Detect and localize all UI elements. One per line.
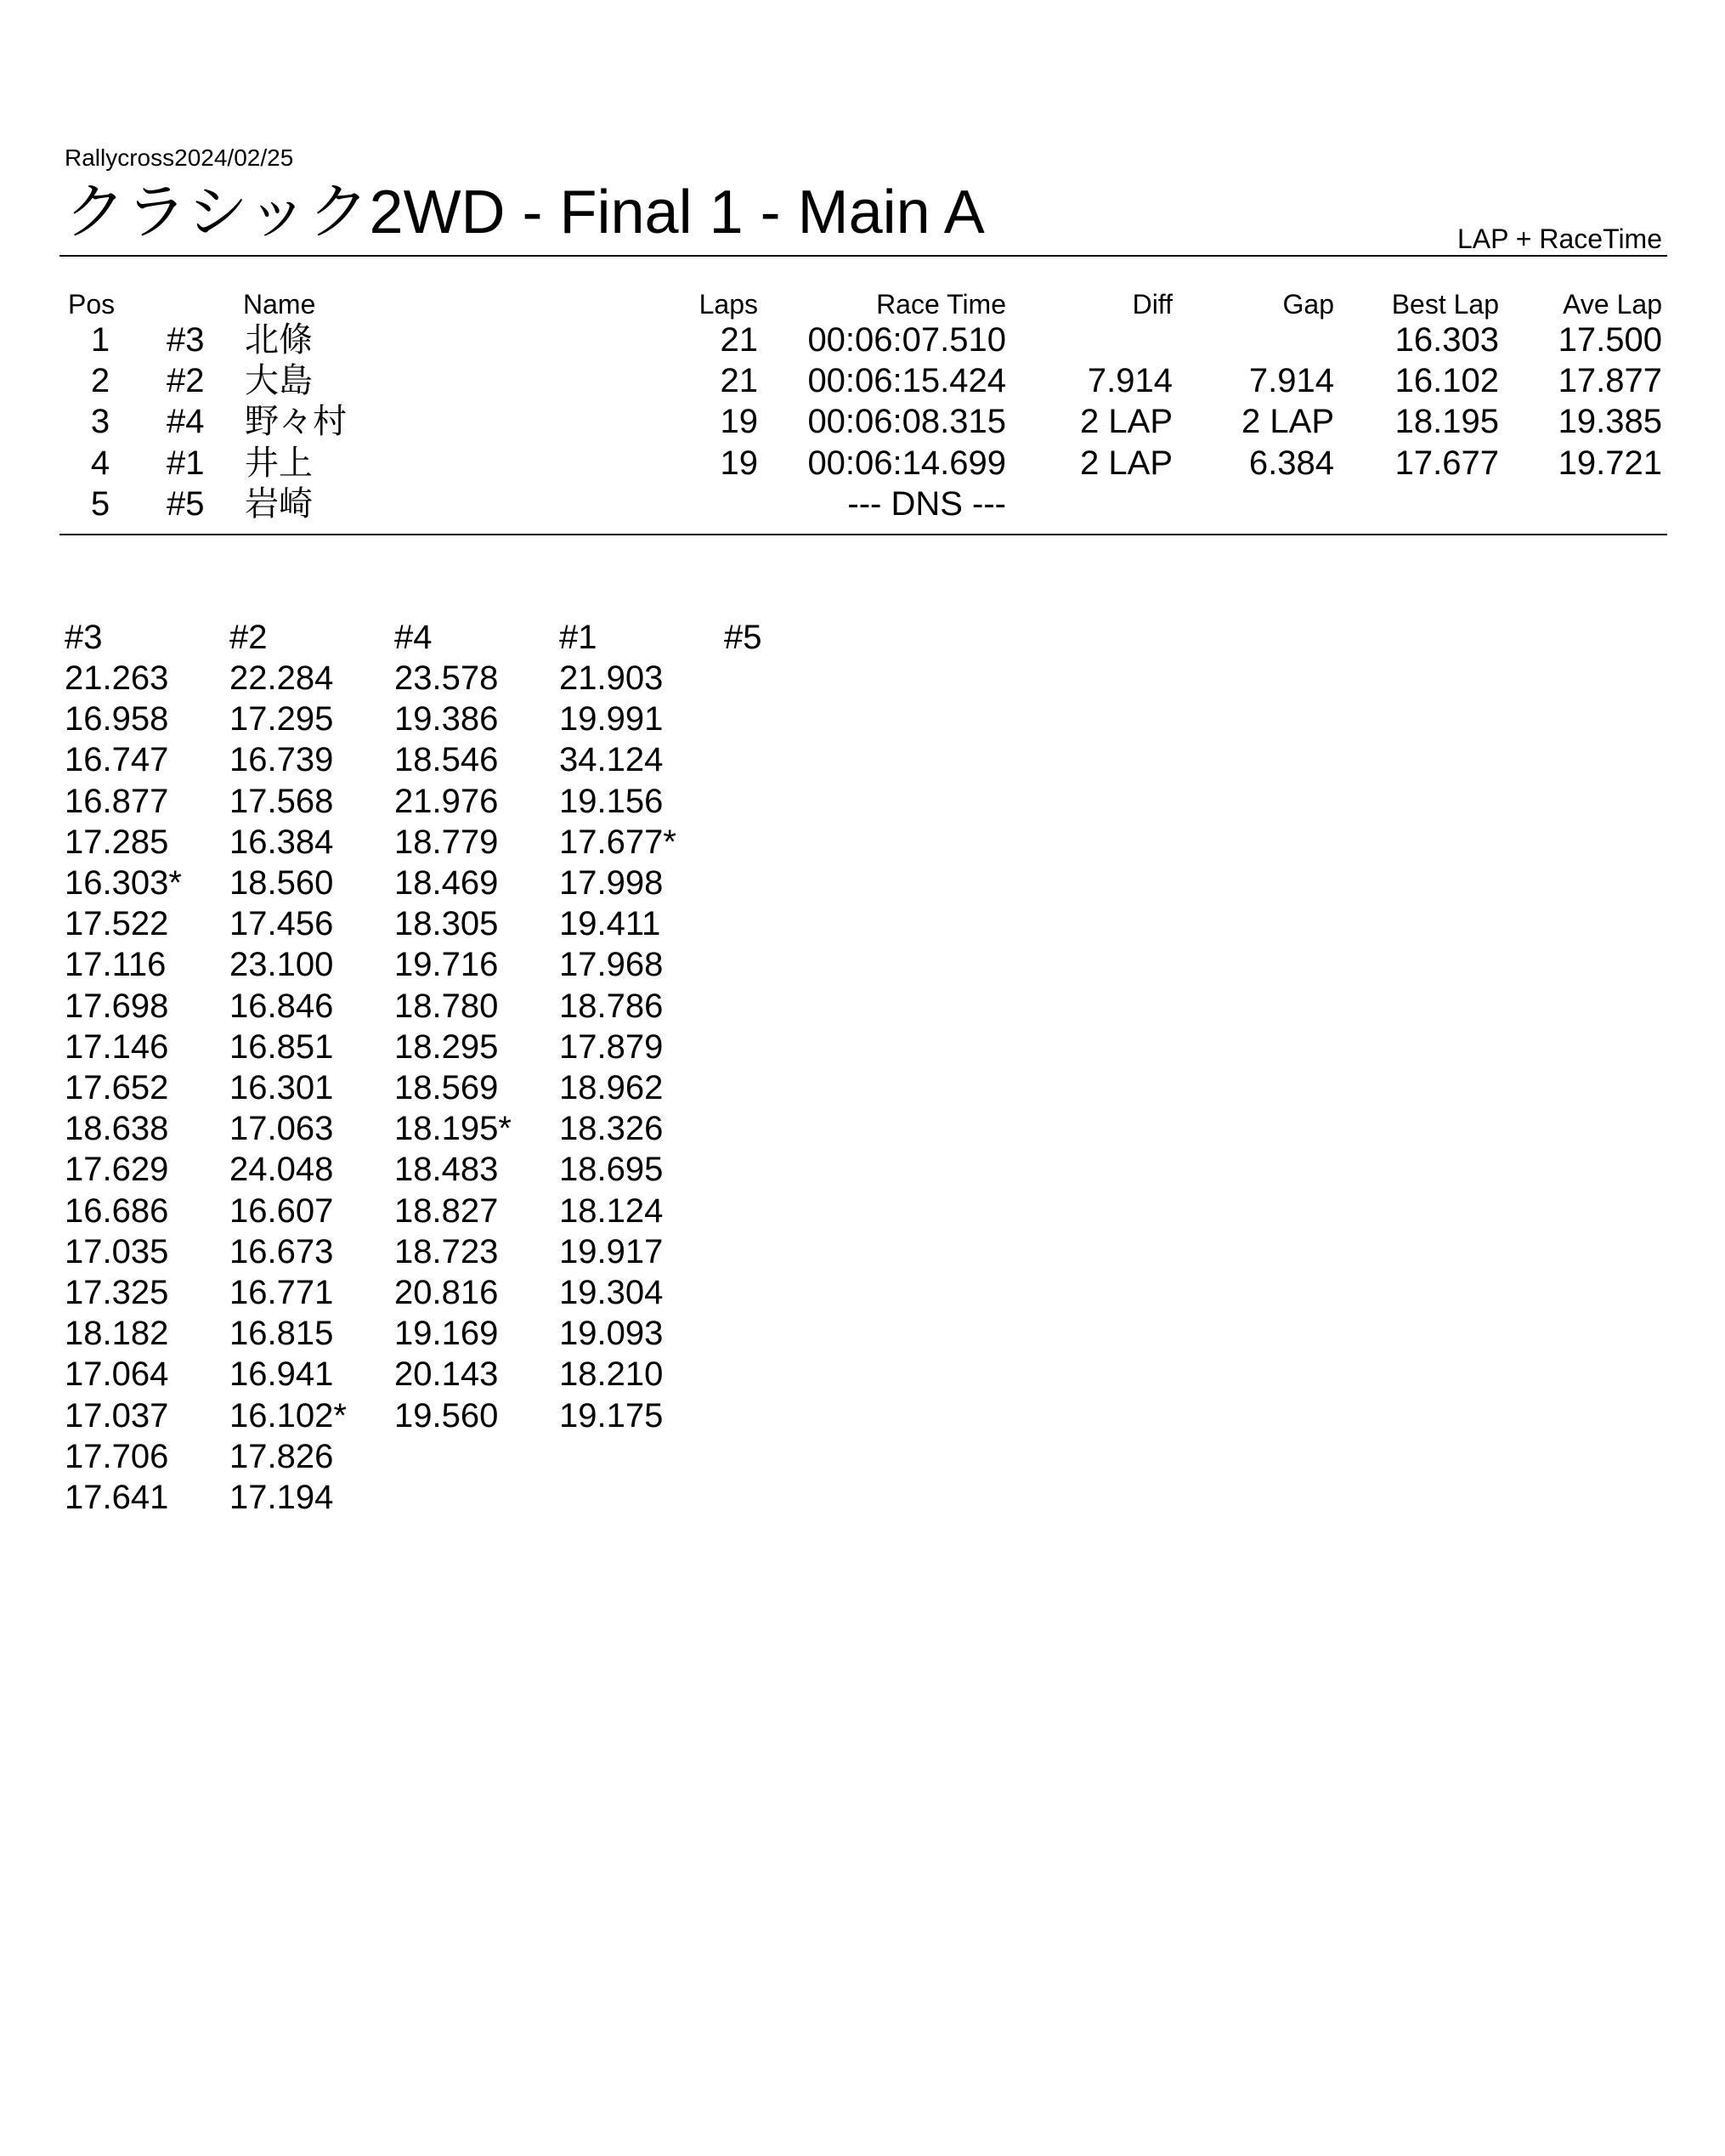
result-laps: 21: [720, 362, 758, 400]
lap-column: [724, 617, 885, 658]
result-best-lap: 16.102: [1394, 362, 1499, 400]
result-pos: 2: [90, 362, 110, 400]
lap-time-cell: 19.156: [559, 782, 664, 820]
lap-time-cell: 20.816: [394, 1274, 499, 1312]
lap-time-cell: 18.210: [559, 1355, 664, 1394]
lap-time-cell: 18.124: [559, 1191, 664, 1230]
result-race-time: 00:06:08.315: [807, 403, 1006, 441]
lap-time-cell: 17.998: [559, 864, 664, 903]
lap-time-cell: 19.560: [394, 1396, 499, 1435]
result-car-number: #2: [167, 362, 205, 400]
col-header-race-time: Race Time: [876, 289, 1006, 320]
lap-time-cell: 17.652: [65, 1069, 169, 1107]
lap-time-cell: 16.739: [229, 741, 334, 779]
lap-time-cell: 18.560: [229, 864, 334, 903]
lap-time-cell: 18.695: [559, 1151, 664, 1189]
lap-time-cell: 17.706: [65, 1437, 169, 1475]
lap-time-cell: 18.182: [65, 1315, 169, 1353]
lap-column-header: #1: [559, 619, 597, 656]
lap-time-cell: 17.285: [65, 823, 169, 861]
lap-time-cell: 18.827: [394, 1191, 499, 1230]
result-diff: 2 LAP: [1080, 403, 1173, 441]
lap-time-cell: 16.771: [229, 1274, 334, 1312]
col-header-gap: Gap: [1282, 289, 1334, 320]
lap-time-cell: 18.779: [394, 823, 499, 861]
lap-column-header: #2: [229, 619, 268, 656]
result-diff: 7.914: [1087, 362, 1173, 400]
result-laps: 19: [720, 444, 758, 482]
result-laps: 19: [720, 403, 758, 441]
lap-time-cell: 19.991: [559, 700, 664, 738]
result-race-time: 00:06:15.424: [807, 362, 1006, 400]
result-gap: 2 LAP: [1241, 403, 1334, 441]
lap-time-cell: 16.877: [65, 782, 169, 820]
result-car-number: #1: [167, 444, 205, 482]
lap-time-cell: 17.641: [65, 1479, 169, 1517]
result-pos: 5: [90, 484, 110, 523]
result-driver-name: 大島: [245, 362, 313, 400]
lap-time-cell: 17.063: [229, 1110, 334, 1148]
lap-time-cell: 16.846: [229, 987, 334, 1025]
lap-time-cell: 16.958: [65, 700, 169, 738]
lap-time-cell: 18.723: [394, 1232, 499, 1270]
header-divider: [59, 255, 1667, 257]
lap-time-cell: 16.301: [229, 1069, 334, 1107]
lap-time-cell: 18.546: [394, 741, 499, 779]
result-driver-name: 野々村: [245, 403, 347, 441]
lap-time-cell: 19.093: [559, 1315, 664, 1353]
lap-time-cell: 17.116: [65, 946, 167, 984]
lap-time-cell: 17.037: [65, 1396, 169, 1435]
lap-time-cell: 17.698: [65, 987, 169, 1025]
result-pos: 1: [90, 321, 110, 359]
lap-time-cell: 17.456: [229, 905, 334, 943]
result-laps: 21: [720, 321, 758, 359]
timing-mode-label: LAP + RaceTime: [1457, 224, 1662, 254]
result-ave-lap: 19.385: [1558, 403, 1662, 441]
lap-time-cell: 17.295: [229, 700, 334, 738]
lap-time-cell: 18.638: [65, 1110, 169, 1148]
col-header-laps: Laps: [698, 289, 758, 320]
lap-time-cell: 21.976: [394, 782, 499, 820]
result-race-time: 00:06:07.510: [807, 321, 1006, 359]
event-subtitle: Rallycross2024/02/25: [65, 144, 294, 171]
col-header-best-lap: Best Lap: [1391, 289, 1499, 320]
lap-time-cell: 16.102*: [229, 1396, 347, 1435]
lap-time-cell: 16.815: [229, 1315, 334, 1353]
lap-time-cell: 16.941: [229, 1355, 334, 1394]
lap-time-cell: 18.780: [394, 987, 499, 1025]
lap-time-cell: 20.143: [394, 1355, 499, 1394]
lap-time-cell: 21.903: [559, 659, 664, 697]
lap-time-cell: 19.411: [559, 905, 661, 943]
lap-time-cell: 17.968: [559, 946, 664, 984]
lap-time-cell: 18.569: [394, 1069, 499, 1107]
lap-time-cell: 17.194: [229, 1479, 334, 1517]
lap-time-cell: 34.124: [559, 741, 664, 779]
lap-time-cell: 18.295: [394, 1027, 499, 1066]
result-ave-lap: 17.877: [1558, 362, 1662, 400]
lap-time-cell: 17.677*: [559, 823, 676, 861]
lap-time-cell: 18.305: [394, 905, 499, 943]
lap-time-cell: 17.325: [65, 1274, 169, 1312]
lap-time-cell: 16.673: [229, 1232, 334, 1270]
lap-time-cell: 16.686: [65, 1191, 169, 1230]
lap-time-cell: 19.917: [559, 1232, 664, 1270]
lap-time-cell: 19.175: [559, 1396, 664, 1435]
result-race-time: --- DNS ---: [847, 484, 1006, 523]
lap-time-cell: 24.048: [229, 1151, 334, 1189]
result-gap: 7.914: [1248, 362, 1334, 400]
lap-time-cell: 18.469: [394, 864, 499, 903]
lap-column: [559, 617, 721, 1436]
lap-time-cell: 17.522: [65, 905, 169, 943]
result-driver-name: 岩崎: [245, 484, 313, 523]
result-ave-lap: 19.721: [1558, 444, 1662, 482]
result-car-number: #5: [167, 484, 205, 523]
lap-time-cell: 16.384: [229, 823, 334, 861]
lap-time-cell: 16.607: [229, 1191, 334, 1230]
lap-column-header: #5: [724, 619, 762, 656]
lap-time-cell: 16.851: [229, 1027, 334, 1066]
lap-time-cell: 17.146: [65, 1027, 169, 1066]
result-ave-lap: 17.500: [1558, 321, 1662, 359]
lap-time-cell: 21.263: [65, 659, 169, 697]
lap-column: [65, 617, 226, 1518]
lap-time-cell: 19.386: [394, 700, 499, 738]
col-header-name: Name: [243, 289, 316, 320]
lap-time-cell: 16.747: [65, 741, 169, 779]
lap-time-cell: 16.303*: [65, 864, 182, 903]
lap-time-cell: 19.304: [559, 1274, 664, 1312]
results-divider: [59, 534, 1667, 535]
lap-time-cell: 23.578: [394, 659, 499, 697]
lap-column-header: #4: [394, 619, 433, 656]
lap-column: [229, 617, 391, 1518]
col-header-diff: Diff: [1132, 289, 1173, 320]
result-car-number: #3: [167, 321, 205, 359]
col-header-pos: Pos: [68, 289, 116, 320]
lap-time-cell: 22.284: [229, 659, 334, 697]
lap-time-cell: 17.568: [229, 782, 334, 820]
lap-time-cell: 17.064: [65, 1355, 169, 1394]
lap-time-cell: 17.629: [65, 1151, 169, 1189]
lap-column: [394, 617, 556, 1436]
lap-time-cell: 23.100: [229, 946, 334, 984]
result-race-time: 00:06:14.699: [807, 444, 1006, 482]
lap-time-cell: 19.716: [394, 946, 499, 984]
result-driver-name: 井上: [245, 444, 313, 482]
result-car-number: #4: [167, 403, 205, 441]
lap-time-cell: 17.035: [65, 1232, 169, 1270]
lap-time-cell: 17.826: [229, 1437, 334, 1475]
lap-column-header: #3: [65, 619, 103, 656]
lap-time-cell: 18.195*: [394, 1110, 512, 1148]
result-diff: 2 LAP: [1080, 444, 1173, 482]
lap-time-cell: 18.962: [559, 1069, 664, 1107]
result-gap: 6.384: [1248, 444, 1334, 482]
lap-time-cell: 18.326: [559, 1110, 664, 1148]
col-header-ave-lap: Ave Lap: [1563, 289, 1662, 320]
result-pos: 4: [90, 444, 110, 482]
result-pos: 3: [90, 403, 110, 441]
result-driver-name: 北條: [245, 321, 313, 359]
lap-time-cell: 19.169: [394, 1315, 499, 1353]
lap-time-cell: 18.483: [394, 1151, 499, 1189]
result-best-lap: 16.303: [1394, 321, 1499, 359]
result-best-lap: 18.195: [1394, 403, 1499, 441]
page-title: クラシック2WD - Final 1 - Main A: [65, 178, 985, 246]
lap-time-cell: 18.786: [559, 987, 664, 1025]
result-best-lap: 17.677: [1394, 444, 1499, 482]
lap-time-cell: 17.879: [559, 1027, 664, 1066]
